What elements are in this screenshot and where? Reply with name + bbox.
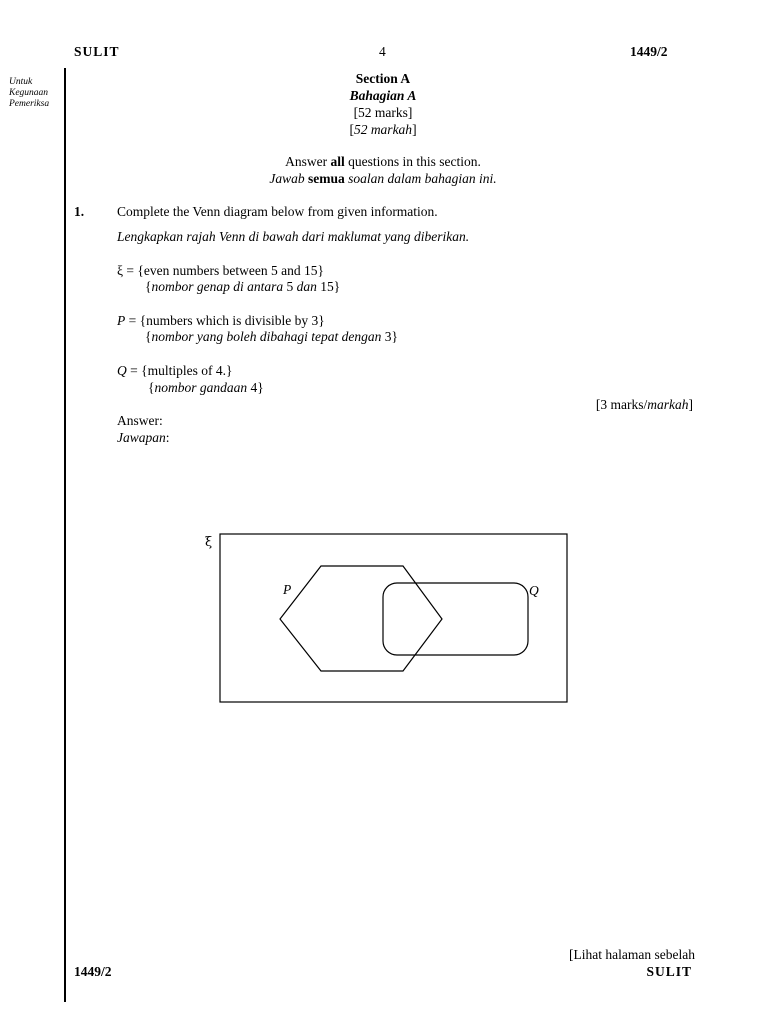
section-title-ms: Bahagian A [349,88,417,103]
instruction-emphasis: semua [307,171,345,186]
question-text-en: Complete the Venn diagram below from given information. [117,204,438,219]
instruction-text: Jawab [269,171,308,186]
venn-set-p-label: P [283,582,292,597]
margin-rule [64,68,66,1002]
bracket: ] [688,397,693,412]
section-marks: [52 marks] [353,105,413,120]
xi-symbol: ξ [117,263,124,278]
set-p-def [117,313,325,329]
set-p-def-ms [145,329,398,345]
universal-set-def [117,263,324,279]
word: dan [296,279,317,294]
brace: { [145,329,152,344]
instruction-emphasis: all [330,154,345,169]
number: 4} [247,380,264,395]
universal-set-rectangle [220,534,567,702]
set-p-text: = {numbers which is divisible by 3} [125,313,325,328]
page-number: 4 [379,44,386,59]
marks-text-ms: markah [647,397,689,412]
instruction-text: Answer [285,154,331,169]
answer-label-ms-text: Jawapan [117,430,166,445]
universal-set-text: = {even numbers between 5 and 15} [123,263,324,278]
section-heading [283,70,483,138]
marks-text: [3 marks/ [595,397,648,412]
set-q-rounded-rectangle [383,583,528,655]
number: 5 [283,279,297,294]
set-p-symbol: P [117,313,126,328]
venn-diagram [200,528,580,708]
number: 15} [316,279,341,294]
set-q-def-ms [148,380,264,396]
universal-set-def-ms [145,279,340,295]
venn-universal-label: ξ [205,535,213,550]
number: 3} [381,329,398,344]
instructions [183,153,583,187]
examiner-margin-line: Untuk [9,77,33,87]
instruction-text: soalan dalam bahagian ini. [344,171,497,186]
question-number: 1. [74,204,85,219]
examiner-margin-line: Pemeriksa [9,99,50,109]
question-text-ms: Lengkapkan rajah Venn di bawah dari maklumat yang diberikan. [117,229,470,244]
question-marks [596,397,693,413]
brace: { [148,380,155,395]
bracket: [ [349,122,354,137]
examiner-margin-label [9,77,49,110]
bracket: ] [412,122,417,137]
examiner-margin-line: Kegunaan [9,88,49,98]
instruction-ms [183,170,583,187]
instruction-text: questions in this section. [344,154,481,169]
section-marks-ms [283,121,483,138]
venn-diagram-svg [200,528,580,708]
footer-sulit: SULIT [646,964,692,979]
colon: : [165,430,170,445]
header-paper-code: 1449/2 [630,44,668,59]
footer-paper-code: 1449/2 [74,964,112,979]
venn-set-q-label: Q [529,583,539,598]
answer-label-ms [117,430,170,446]
brace: { [145,279,152,294]
set-q-def [117,363,232,379]
set-q-text-ms: nombor gandaan [154,380,248,395]
section-marks-ms-text: 52 markah [353,122,413,137]
set-q-text: = {multiples of 4.} [126,363,233,378]
set-p-text-ms: nombor yang boleh dibahagi tepat dengan [151,329,382,344]
header-sulit: SULIT [74,44,120,59]
footer-turn-page: [Lihat halaman sebelah [569,947,695,962]
universal-set-text-ms: nombor genap di antara [151,279,284,294]
set-q-symbol: Q [117,363,127,378]
answer-label: Answer: [117,413,163,428]
section-title: Section A [355,71,411,86]
instruction-en [183,153,583,170]
